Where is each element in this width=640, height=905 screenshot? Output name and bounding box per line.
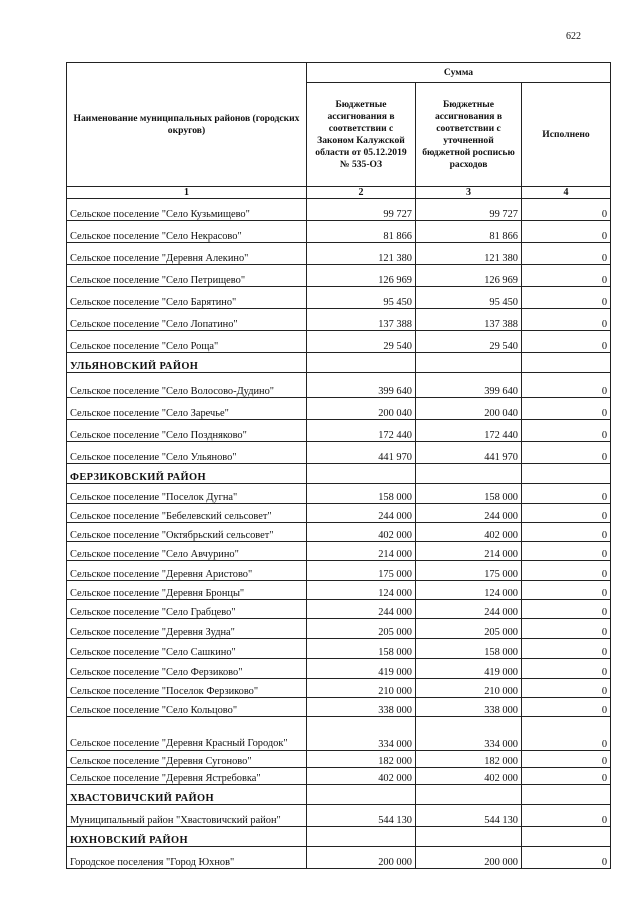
law-allocation-cell: 99 727 <box>307 199 416 221</box>
settlement-name: Сельское поселение "Деревня Зудна" <box>67 619 307 639</box>
law-allocation-cell: 544 130 <box>307 805 416 827</box>
law-column-header: Бюджетные ассигнования в соответствии с Законом Калужской области от 05.12.2019 № 535-ОЗ <box>307 83 416 187</box>
executed-cell: 0 <box>522 542 611 561</box>
column-number-2: 2 <box>307 187 416 199</box>
district-section-row <box>67 827 611 847</box>
table-header <box>67 63 611 199</box>
law-allocation-cell: 419 000 <box>307 659 416 679</box>
table-row <box>67 398 611 420</box>
law-allocation-cell: 172 440 <box>307 420 416 442</box>
settlement-name: Сельское поселение "Село Поздняково" <box>67 420 307 442</box>
law-allocation-cell: 210 000 <box>307 679 416 698</box>
updated-allocation-cell: 126 969 <box>416 265 522 287</box>
settlement-name: Сельское поселение "Деревня Алекино" <box>67 243 307 265</box>
law-allocation-cell: 244 000 <box>307 600 416 619</box>
updated-allocation-cell: 441 970 <box>416 442 522 464</box>
table-row <box>67 847 611 869</box>
updated-allocation-cell: 210 000 <box>416 679 522 698</box>
settlement-name: Сельское поселение "Село Барятино" <box>67 287 307 309</box>
settlement-name: Сельское поселение "Деревня Аристово" <box>67 561 307 581</box>
executed-cell: 0 <box>522 265 611 287</box>
updated-allocation-cell: 402 000 <box>416 523 522 542</box>
section-spacer-2 <box>307 827 416 847</box>
law-allocation-cell: 214 000 <box>307 542 416 561</box>
section-spacer-2 <box>307 785 416 805</box>
law-allocation-cell: 200 040 <box>307 398 416 420</box>
settlement-name: Сельское поселение "Октябрьский сельсовет" <box>67 523 307 542</box>
table-row <box>67 542 611 561</box>
updated-allocation-cell: 172 440 <box>416 420 522 442</box>
page-number: 622 <box>566 31 581 42</box>
updated-allocation-cell: 334 000 <box>416 717 522 751</box>
executed-cell: 0 <box>522 619 611 639</box>
district-name: ЮХНОВСКИЙ РАЙОН <box>67 827 307 847</box>
settlement-name: Городское поселения "Город Юхнов" <box>67 847 307 869</box>
executed-cell: 0 <box>522 373 611 398</box>
settlement-name: Сельское поселение "Село Авчурино" <box>67 542 307 561</box>
updated-column-header: Бюджетные ассигнования в соответствии с уточненной бюджетной росписью расходов <box>416 83 522 187</box>
updated-allocation-cell: 200 040 <box>416 398 522 420</box>
updated-allocation-cell: 205 000 <box>416 619 522 639</box>
executed-cell: 0 <box>522 309 611 331</box>
name-column-header: Наименование муниципальных районов (городских округов) <box>67 63 307 187</box>
updated-allocation-cell: 182 000 <box>416 751 522 768</box>
updated-allocation-cell: 81 866 <box>416 221 522 243</box>
executed-cell: 0 <box>522 639 611 659</box>
law-allocation-cell: 95 450 <box>307 287 416 309</box>
executed-cell: 0 <box>522 805 611 827</box>
updated-allocation-cell: 419 000 <box>416 659 522 679</box>
settlement-name: Сельское поселение "Поселок Дугна" <box>67 484 307 504</box>
executed-cell: 0 <box>522 600 611 619</box>
updated-allocation-cell: 158 000 <box>416 639 522 659</box>
table-row <box>67 331 611 353</box>
section-spacer-4 <box>522 464 611 484</box>
updated-allocation-cell: 99 727 <box>416 199 522 221</box>
law-allocation-cell: 399 640 <box>307 373 416 398</box>
executed-cell: 0 <box>522 243 611 265</box>
section-spacer-3 <box>416 464 522 484</box>
district-name: ФЕРЗИКОВСКИЙ РАЙОН <box>67 464 307 484</box>
updated-allocation-cell: 121 380 <box>416 243 522 265</box>
settlement-name: Сельское поселение "Деревня Ястребовка" <box>67 768 307 785</box>
executed-cell: 0 <box>522 420 611 442</box>
executed-cell: 0 <box>522 523 611 542</box>
table-row <box>67 768 611 785</box>
updated-allocation-cell: 244 000 <box>416 600 522 619</box>
district-section-row <box>67 785 611 805</box>
table-row <box>67 504 611 523</box>
executed-cell: 0 <box>522 561 611 581</box>
law-allocation-cell: 81 866 <box>307 221 416 243</box>
settlement-name: Сельское поселение "Деревня Сугоново" <box>67 751 307 768</box>
settlement-name: Сельское поселение "Село Петрищево" <box>67 265 307 287</box>
updated-allocation-cell: 200 000 <box>416 847 522 869</box>
updated-allocation-cell: 175 000 <box>416 561 522 581</box>
law-allocation-cell: 334 000 <box>307 717 416 751</box>
settlement-name: Сельское поселение "Село Волосово-Дудино" <box>67 373 307 398</box>
executed-column-header: Исполнено <box>522 83 611 187</box>
law-allocation-cell: 402 000 <box>307 768 416 785</box>
settlement-name: Сельское поселение "Бебелевский сельсовет" <box>67 504 307 523</box>
law-allocation-cell: 137 388 <box>307 309 416 331</box>
section-spacer-4 <box>522 785 611 805</box>
settlement-name: Муниципальный район "Хвастовичский район" <box>67 805 307 827</box>
settlement-name: Сельское поселение "Село Лопатино" <box>67 309 307 331</box>
table-row <box>67 679 611 698</box>
settlement-name: Сельское поселение "Село Грабцево" <box>67 600 307 619</box>
table-row <box>67 309 611 331</box>
section-spacer-3 <box>416 785 522 805</box>
section-spacer-4 <box>522 827 611 847</box>
updated-allocation-cell: 158 000 <box>416 484 522 504</box>
table-row <box>67 561 611 581</box>
executed-cell: 0 <box>522 504 611 523</box>
section-spacer-2 <box>307 464 416 484</box>
updated-allocation-cell: 244 000 <box>416 504 522 523</box>
column-number-1: 1 <box>67 187 307 199</box>
executed-cell: 0 <box>522 581 611 600</box>
law-allocation-cell: 338 000 <box>307 698 416 717</box>
settlement-name: Сельское поселение "Село Ульяново" <box>67 442 307 464</box>
table-row <box>67 717 611 751</box>
table-row <box>67 420 611 442</box>
settlement-name: Сельское поселение "Поселок Ферзиково" <box>67 679 307 698</box>
settlement-name: Сельское поселение "Село Кольцово" <box>67 698 307 717</box>
district-section-row <box>67 464 611 484</box>
settlement-name: Сельское поселение "Село Роща" <box>67 331 307 353</box>
settlement-name: Сельское поселение "Деревня Бронцы" <box>67 581 307 600</box>
executed-cell: 0 <box>522 679 611 698</box>
executed-cell: 0 <box>522 717 611 751</box>
law-allocation-cell: 182 000 <box>307 751 416 768</box>
updated-allocation-cell: 338 000 <box>416 698 522 717</box>
section-spacer-4 <box>522 353 611 373</box>
law-allocation-cell: 175 000 <box>307 561 416 581</box>
settlement-name: Сельское поселение "Село Некрасово" <box>67 221 307 243</box>
table-row <box>67 442 611 464</box>
district-name: ХВАСТОВИЧСКИЙ РАЙОН <box>67 785 307 805</box>
executed-cell: 0 <box>522 199 611 221</box>
updated-allocation-cell: 29 540 <box>416 331 522 353</box>
law-allocation-cell: 126 969 <box>307 265 416 287</box>
district-name: УЛЬЯНОВСКИЙ РАЙОН <box>67 353 307 373</box>
updated-allocation-cell: 95 450 <box>416 287 522 309</box>
table-row <box>67 659 611 679</box>
law-allocation-cell: 244 000 <box>307 504 416 523</box>
table-row <box>67 523 611 542</box>
table-row <box>67 373 611 398</box>
law-allocation-cell: 158 000 <box>307 639 416 659</box>
table-row <box>67 199 611 221</box>
updated-allocation-cell: 402 000 <box>416 768 522 785</box>
table-row <box>67 581 611 600</box>
executed-cell: 0 <box>522 847 611 869</box>
executed-cell: 0 <box>522 287 611 309</box>
settlement-name: Сельское поселение "Деревня Красный Городок" <box>67 717 307 751</box>
law-allocation-cell: 200 000 <box>307 847 416 869</box>
law-allocation-cell: 402 000 <box>307 523 416 542</box>
updated-allocation-cell: 124 000 <box>416 581 522 600</box>
table-row <box>67 619 611 639</box>
table-row <box>67 805 611 827</box>
updated-allocation-cell: 544 130 <box>416 805 522 827</box>
column-number-3: 3 <box>416 187 522 199</box>
executed-cell: 0 <box>522 398 611 420</box>
law-allocation-cell: 205 000 <box>307 619 416 639</box>
table-row <box>67 221 611 243</box>
law-allocation-cell: 158 000 <box>307 484 416 504</box>
section-spacer-3 <box>416 353 522 373</box>
executed-cell: 0 <box>522 442 611 464</box>
table-body <box>67 199 611 869</box>
settlement-name: Сельское поселение "Село Ферзиково" <box>67 659 307 679</box>
table-row <box>67 698 611 717</box>
updated-allocation-cell: 137 388 <box>416 309 522 331</box>
executed-cell: 0 <box>522 751 611 768</box>
budget-table <box>66 62 611 869</box>
section-spacer-2 <box>307 353 416 373</box>
law-allocation-cell: 441 970 <box>307 442 416 464</box>
section-spacer-3 <box>416 827 522 847</box>
executed-cell: 0 <box>522 768 611 785</box>
updated-allocation-cell: 214 000 <box>416 542 522 561</box>
law-allocation-cell: 124 000 <box>307 581 416 600</box>
table-row <box>67 639 611 659</box>
table-row <box>67 600 611 619</box>
table-row <box>67 484 611 504</box>
executed-cell: 0 <box>522 484 611 504</box>
settlement-name: Сельское поселение "Село Заречье" <box>67 398 307 420</box>
table-row <box>67 287 611 309</box>
executed-cell: 0 <box>522 331 611 353</box>
district-section-row <box>67 353 611 373</box>
updated-allocation-cell: 399 640 <box>416 373 522 398</box>
column-number-4: 4 <box>522 187 611 199</box>
executed-cell: 0 <box>522 221 611 243</box>
executed-cell: 0 <box>522 698 611 717</box>
executed-cell: 0 <box>522 659 611 679</box>
sum-group-header: Сумма <box>307 63 611 83</box>
settlement-name: Сельское поселение "Село Кузьмищево" <box>67 199 307 221</box>
table-row <box>67 751 611 768</box>
law-allocation-cell: 121 380 <box>307 243 416 265</box>
table-row <box>67 265 611 287</box>
law-allocation-cell: 29 540 <box>307 331 416 353</box>
table-row <box>67 243 611 265</box>
settlement-name: Сельское поселение "Село Сашкино" <box>67 639 307 659</box>
